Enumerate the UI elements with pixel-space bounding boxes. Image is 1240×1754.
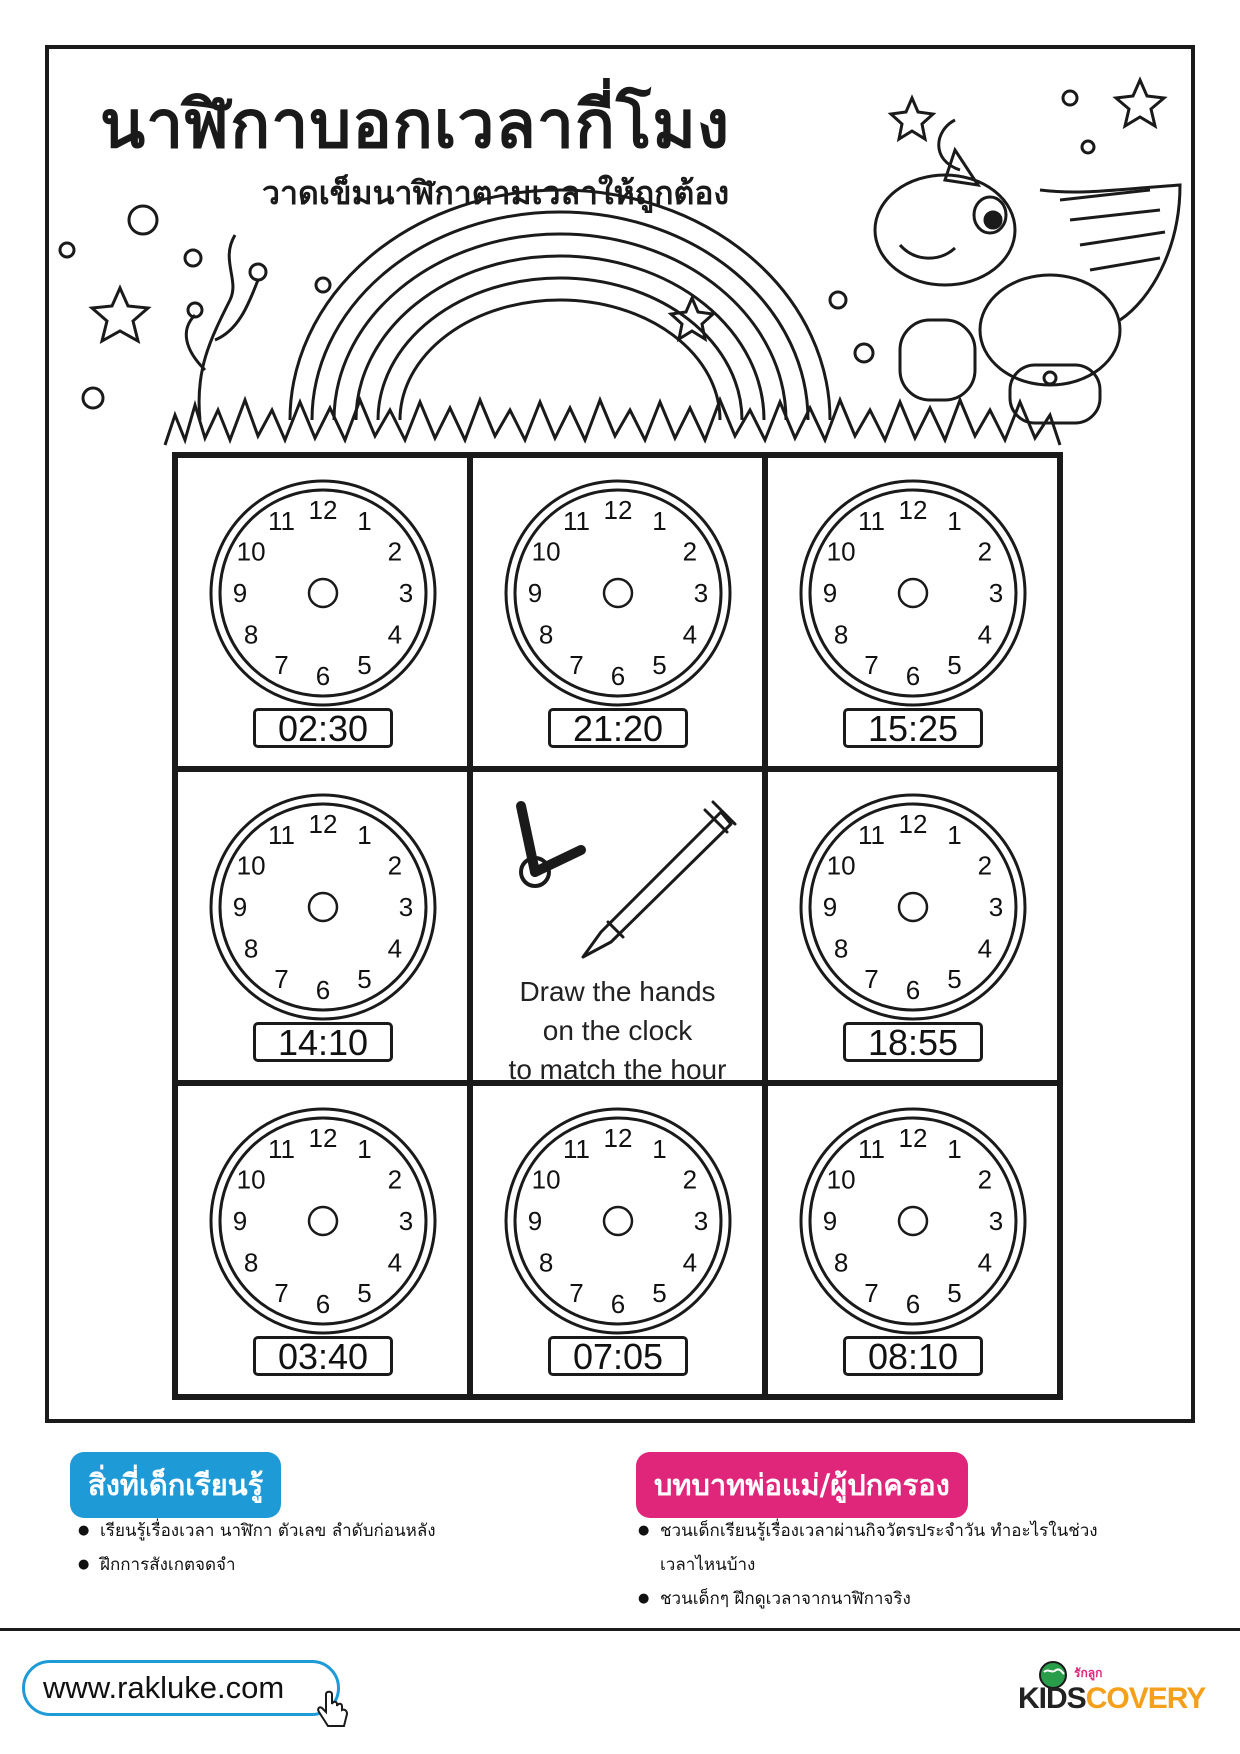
clock-number: 2 <box>977 1164 993 1195</box>
clock-face[interactable] <box>498 1101 738 1341</box>
clock-number: 2 <box>977 850 993 881</box>
clock-cell <box>765 769 1060 1083</box>
clock-number: 5 <box>357 1277 372 1308</box>
clock-number: 2 <box>682 1164 698 1195</box>
clock-number: 3 <box>398 1206 414 1236</box>
clock-number: 11 <box>563 506 590 537</box>
clock-number: 10 <box>531 536 561 567</box>
clock-number: 7 <box>274 963 289 994</box>
clock-number: 1 <box>947 506 962 537</box>
instruction-line: on the clock <box>542 1015 693 1046</box>
clock-center <box>309 893 337 921</box>
clock-number: 1 <box>357 820 372 851</box>
clock-number: 3 <box>693 578 709 608</box>
clock-number: 8 <box>833 933 849 964</box>
clock-number: 7 <box>864 649 879 680</box>
time-label: 15:25 <box>843 708 983 748</box>
clock-number: 11 <box>858 506 885 537</box>
clock-number: 9 <box>527 578 543 608</box>
clock-center <box>899 893 927 921</box>
clock-number: 9 <box>232 892 248 922</box>
clock-number: 3 <box>398 578 414 608</box>
clock-number: 6 <box>610 661 626 691</box>
learn-list <box>78 1514 538 1582</box>
clock-number: 5 <box>947 649 962 680</box>
footer-divider <box>0 1628 1240 1631</box>
clock-number: 2 <box>682 536 698 567</box>
clock-number: 12 <box>603 1123 633 1153</box>
clock-number: 6 <box>315 661 331 691</box>
brand-name <box>1018 1682 1205 1716</box>
clock-number: 1 <box>947 1134 962 1165</box>
clock-number: 11 <box>858 820 885 851</box>
clock-center <box>309 1207 337 1235</box>
clock-number: 4 <box>387 933 403 964</box>
clock-number: 7 <box>274 1277 289 1308</box>
clock-number: 1 <box>357 1134 372 1165</box>
clock-number: 1 <box>947 820 962 851</box>
clock-number: 10 <box>236 850 266 881</box>
parent-role-heading: บทบาทพ่อแม่/ผู้ปกครอง <box>636 1452 968 1518</box>
clock-number: 1 <box>652 506 667 537</box>
clock-number: 5 <box>652 649 667 680</box>
clock-number: 8 <box>538 1247 554 1278</box>
clock-number: 8 <box>243 933 259 964</box>
clock-number: 2 <box>387 536 403 567</box>
clock-number: 9 <box>232 1206 248 1236</box>
learn-heading: สิ่งที่เด็กเรียนรู้ <box>70 1452 281 1518</box>
clock-number: 9 <box>822 578 838 608</box>
clock-number: 8 <box>243 1247 259 1278</box>
clock-cell <box>470 1083 765 1397</box>
clock-number: 12 <box>603 495 633 525</box>
clock-center <box>309 579 337 607</box>
clock-number: 10 <box>826 850 856 881</box>
clock-cell <box>175 769 470 1083</box>
clock-number: 4 <box>387 1247 403 1278</box>
clock-number: 6 <box>905 661 921 691</box>
clock-number: 12 <box>308 495 338 525</box>
list-item: ● ฝึกการสังเกตจดจำ <box>78 1548 538 1582</box>
clock-number: 6 <box>905 975 921 1005</box>
clock-number: 10 <box>531 1164 561 1195</box>
clock-number: 8 <box>833 1247 849 1278</box>
clock-number: 11 <box>268 1134 295 1165</box>
clock-number: 4 <box>682 1247 698 1278</box>
clock-number: 10 <box>236 536 266 567</box>
clock-number: 7 <box>274 649 289 680</box>
clock-cell <box>175 455 470 769</box>
clock-number: 8 <box>833 619 849 650</box>
brand-logo <box>1018 1660 1228 1730</box>
clock-number: 9 <box>527 1206 543 1236</box>
clock-center <box>604 579 632 607</box>
clock-center <box>899 579 927 607</box>
clock-number: 2 <box>977 536 993 567</box>
parent-role-list <box>638 1514 1118 1616</box>
clock-number: 6 <box>610 1289 626 1319</box>
clock-number: 7 <box>864 963 879 994</box>
clock-number: 12 <box>308 1123 338 1153</box>
clock-number: 11 <box>858 1134 885 1165</box>
clock-number: 11 <box>563 1134 590 1165</box>
clock-face[interactable] <box>793 1101 1033 1341</box>
list-item: ● ชวนเด็กเรียนรู้เรื่องเวลาผ่านกิจวัตรประจำวัน ทำอะไรในช่วงเวลาไหนบ้าง <box>638 1514 1118 1582</box>
clock-face[interactable] <box>203 1101 443 1341</box>
hand-cursor-icon <box>316 1690 350 1734</box>
brand-small-text: รักลูก <box>1074 1666 1103 1680</box>
brand-name-part: COVERY <box>1085 1682 1206 1715</box>
clock-number: 2 <box>387 1164 403 1195</box>
time-label: 08:10 <box>843 1336 983 1376</box>
time-label: 02:30 <box>253 708 393 748</box>
clock-number: 4 <box>387 619 403 650</box>
clock-face[interactable] <box>203 787 443 1027</box>
clock-number: 1 <box>652 1134 667 1165</box>
clock-number: 5 <box>947 1277 962 1308</box>
clock-number: 6 <box>315 1289 331 1319</box>
clock-number: 7 <box>569 649 584 680</box>
clock-number: 12 <box>898 1123 928 1153</box>
clock-number: 3 <box>988 892 1004 922</box>
clock-number: 5 <box>652 1277 667 1308</box>
list-item: ● ชวนเด็กๆ ฝึกดูเวลาจากนาฬิกาจริง <box>638 1582 1118 1616</box>
clock-number: 7 <box>864 1277 879 1308</box>
clock-number: 4 <box>977 619 993 650</box>
clock-number: 5 <box>357 649 372 680</box>
clock-face[interactable] <box>793 473 1033 713</box>
clock-number: 5 <box>947 963 962 994</box>
clock-number: 6 <box>315 975 331 1005</box>
clock-number: 10 <box>826 1164 856 1195</box>
clock-center <box>604 1207 632 1235</box>
clock-number: 12 <box>898 809 928 839</box>
clock-number: 2 <box>387 850 403 881</box>
clock-number: 8 <box>243 619 259 650</box>
clock-face[interactable] <box>498 473 738 713</box>
clock-number: 7 <box>569 1277 584 1308</box>
clock-grid <box>172 452 1063 1400</box>
clock-number: 9 <box>822 1206 838 1236</box>
instruction-cell <box>470 769 765 1083</box>
time-label: 07:05 <box>548 1336 688 1376</box>
list-item: ● เรียนรู้เรื่องเวลา นาฬิกา ตัวเลข ลำดับก่อนหลัง <box>78 1514 538 1548</box>
page-title: นาฬิกาบอกเวลากี่โมง <box>100 86 731 163</box>
clock-cell <box>175 1083 470 1397</box>
brand-name-part: KIDS <box>1018 1682 1086 1715</box>
clock-cell <box>470 455 765 769</box>
clock-cell <box>765 1083 1060 1397</box>
pencil-clock-icon <box>473 772 764 972</box>
instruction-line: to match the hour <box>508 1054 727 1085</box>
clock-face[interactable] <box>793 787 1033 1027</box>
instruction-text <box>473 972 762 1089</box>
clock-number: 8 <box>538 619 554 650</box>
clock-number: 4 <box>977 1247 993 1278</box>
time-label: 03:40 <box>253 1336 393 1376</box>
clock-number: 1 <box>357 506 372 537</box>
clock-number: 4 <box>682 619 698 650</box>
clock-number: 12 <box>898 495 928 525</box>
clock-number: 10 <box>826 536 856 567</box>
clock-cell <box>765 455 1060 769</box>
page-subtitle: วาดเข็มนาฬิกาตามเวลาให้ถูกต้อง <box>262 174 730 212</box>
clock-number: 6 <box>905 1289 921 1319</box>
clock-number: 5 <box>357 963 372 994</box>
clock-center <box>899 1207 927 1235</box>
instruction-line: Draw the hands <box>519 976 716 1007</box>
clock-number: 3 <box>988 1206 1004 1236</box>
clock-number: 9 <box>232 578 248 608</box>
clock-number: 3 <box>693 1206 709 1236</box>
clock-number: 9 <box>822 892 838 922</box>
clock-number: 11 <box>268 506 295 537</box>
clock-number: 12 <box>308 809 338 839</box>
clock-number: 10 <box>236 1164 266 1195</box>
website-link[interactable]: www.rakluke.com <box>22 1660 340 1716</box>
clock-number: 3 <box>398 892 414 922</box>
clock-number: 3 <box>988 578 1004 608</box>
clock-number: 11 <box>268 820 295 851</box>
time-label: 18:55 <box>843 1022 983 1062</box>
clock-face[interactable] <box>203 473 443 713</box>
time-label: 14:10 <box>253 1022 393 1062</box>
time-label: 21:20 <box>548 708 688 748</box>
clock-number: 4 <box>977 933 993 964</box>
